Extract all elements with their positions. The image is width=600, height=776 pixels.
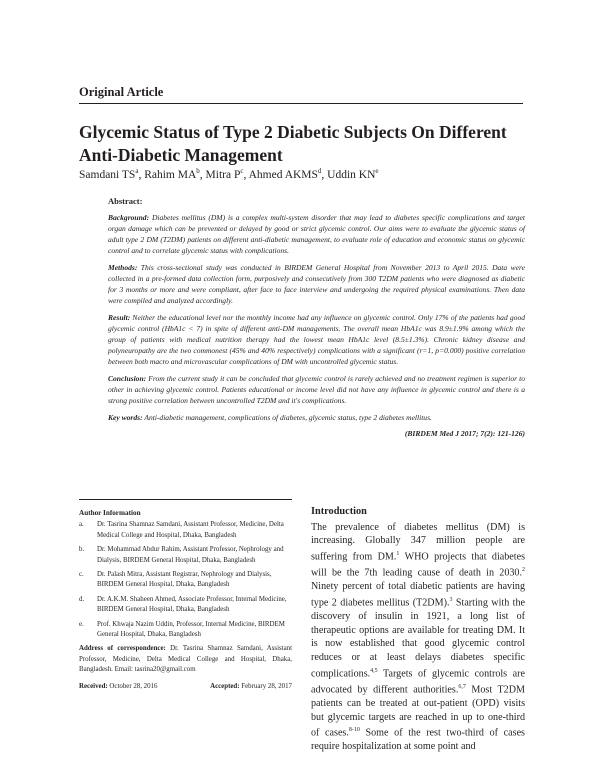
affiliation-item (79, 570, 292, 591)
author-info-heading: Author Information (79, 509, 141, 517)
affiliation-text: Dr. Palash Mitra, Assistant Registrar, Nephrology and Dialysis, BIRDEM General Hospital, Dhaka, Bangladesh (97, 571, 272, 589)
intro-sentence: The prevalence of diabetes mellitus (DM) is increasing. Globally 347 million people are suffering from DM. (311, 521, 525, 563)
reference-mark: 8-10 (348, 727, 360, 734)
affiliation-letter: c. (79, 571, 84, 579)
affiliation-text: Dr. Mohammad Abdur Rahim, Assistant Professor, Nephrology and Dialysis, BIRDEM General Hospital, Dhaka, Bangladesh (97, 546, 284, 564)
correspondence-text: Dr. Tasrina Shamnaz Samdani, Assistant Professor, Medicine, Delta Medical College and Hospital, Dhaka, Bangladesh. Email: tasrina20@gmail.com (79, 645, 292, 674)
author-separator: , (138, 168, 145, 181)
reference-mark: 4,5 (370, 667, 378, 674)
affiliation-item (79, 595, 292, 616)
abstract-conclusion-label: Conclusion: (108, 373, 147, 383)
author-name: Uddin KN (327, 168, 376, 181)
author-name: Samdani TS (79, 168, 136, 181)
introduction-paragraph (311, 521, 525, 754)
author-separator: , (321, 168, 328, 181)
affiliation-letter: b. (79, 546, 85, 554)
author-name: Ahmed AKMS (248, 168, 318, 181)
article-title (79, 121, 529, 167)
accepted-date (210, 682, 292, 692)
abstract-keywords-label: Key words: (108, 412, 143, 422)
abstract-background-text: Diabetes mellitus (DM) is a complex multi-system disorder that may lead to diabetes specific complications and target organ damage which can be prevented or delayed by good or strict glycemic control. Our aims were to evaluate the glycemic status of adult type 2 DM (T2DM) patients on different anti-diabetic management, to evaluate role of education and economic status on glycemic control and to correlate glycemic status with complications. (108, 213, 525, 256)
author-affiliation-mark: c (240, 167, 244, 175)
author-separator: , (243, 168, 249, 181)
title-line-2: Anti-Diabetic Management (79, 145, 283, 165)
abstract-keywords (108, 412, 525, 423)
journal-citation: (BIRDEM Med J 2017; 7(2): 121-126) (404, 429, 525, 439)
abstract-result-text: Neither the educational level nor the monthly income had any influence on glycemic control. Only 17% of the patients had good glycemic control (HbA1c < 7) in spite of different anti-DM managements. The overall mean HbA1c was 8.9±1.9% among which the group of patients with medical nutrition therapy had the lowest mean HbA1c level (8.5±1.3%). Chronic kidney disease and polyneuropathy are the two commonest (45% and 40% respectively) complications with a significant (r=1, p=0.000) positive correlation between both macro and microvascular complications of DM with uncontrolled glycemic status. (108, 312, 525, 367)
intro-sentence: Some of the rest two-third of cases require hospitalization at some point and (311, 727, 525, 753)
correspondence-label: Address of correspondence: (79, 645, 166, 653)
article-type-label: Original Article (79, 85, 164, 99)
abstract-background-label: Background: (108, 213, 150, 223)
abstract-heading: Abstract: (108, 196, 143, 206)
author-affiliation-mark: a (135, 167, 139, 175)
author-separator: , (199, 168, 206, 181)
affiliation-item (79, 620, 292, 641)
affiliation-text: Prof. Khwaja Nazim Uddin, Professor, Internal Medicine, BIRDEM General Hospital, Dhaka, Bangladesh (97, 620, 285, 639)
author-list (79, 167, 529, 181)
intro-sentence: WHO projects that diabetes will be the 7th leading cause of death in 2030. (311, 551, 525, 579)
abstract-result (108, 312, 525, 367)
author-affiliation-mark: e (375, 167, 379, 175)
accepted-value: February 28, 2017 (239, 682, 292, 690)
abstract-background (108, 212, 525, 256)
abstract-methods (108, 262, 525, 306)
intro-sentence: Starting with the discovery of insulin in 1921, a long list of therapeutic options are available for treating DM. It is now established that good glycemic control reduces or at least delays diabetes specific complications. (311, 597, 525, 680)
received-label: Received: (79, 682, 108, 690)
header-divider (79, 103, 523, 104)
received-value: October 28, 2016 (107, 682, 158, 690)
reference-mark: 1 (396, 551, 400, 558)
intro-sentence: Targets of glycemic controls are advocated by different authorities. (311, 668, 525, 696)
affiliation-item (79, 520, 292, 541)
author-name: Rahim MA (144, 168, 197, 181)
abstract-block (108, 196, 525, 439)
abstract-methods-text: This cross-sectional study was conducted in BIRDEM General Hospital from November 2013 to April 2015. Data were collected in a pre-formed data collection form, purposively and consecutively from 300 T2DM patients who were diagnosed as diabetic for 3 months or more and were compliant, after face to face interview and undergoing the required physical examinations. Then data were compiled and analyzed accordingly. (108, 262, 525, 306)
correspondence-address (79, 644, 292, 675)
reference-mark: 2 (522, 567, 525, 574)
title-line-1: Glycemic Status of Type 2 Diabetic Subjects On Different (79, 122, 507, 142)
affiliation-text: Dr. A.K.M. Shaheen Ahmed, Associate Professor, Internal Medicine, BIRDEM General Hospital, Dhaka, Bangladesh (97, 595, 287, 614)
accepted-label: Accepted: (210, 682, 240, 690)
author-info-divider (79, 499, 292, 500)
abstract-conclusion (108, 373, 525, 406)
introduction-section (311, 505, 525, 754)
abstract-keywords-text: Anti-diabetic management, complications of diabetes, glycemic status, type 2 diabetes mellitus. (142, 412, 432, 422)
affiliation-text: Dr. Tasrina Shamnaz Samdani, Assistant Professor, Medicine, Delta Medical College and Hospital, Dhaka, Bangladesh (97, 521, 284, 539)
reference-mark: 3 (449, 596, 453, 603)
author-name: Mitra P (205, 168, 241, 181)
author-affiliation-mark: b (196, 167, 200, 175)
intro-sentence: Most T2DM patients can be treated at out-patient (OPD) visits but glycemic targets are reached in up to one-third of cases. (311, 684, 525, 739)
introduction-heading: Introduction (311, 506, 367, 517)
author-affiliation-mark: d (317, 167, 322, 175)
affiliation-letter: a. (79, 521, 84, 529)
abstract-methods-label: Methods: (108, 262, 138, 272)
affiliation-letter: d. (79, 595, 85, 603)
abstract-conclusion-text: From the current study it can be concluded that glycemic control is rarely achieved and no treatment regimen is superior to other in achieving glycemic control. Patients educational or income level did not have any influence in glycemic control and there is a strong positive correlation between uncontrolled T2DM and it's complications. (108, 373, 525, 405)
author-information-block (79, 508, 292, 692)
article-dates (79, 682, 292, 692)
affiliation-letter: e. (79, 620, 84, 628)
reference-mark: 6,7 (458, 683, 466, 690)
received-date (79, 682, 157, 692)
intro-sentence: Ninety percent of total diabetic patients are having type 2 diabetes mellitus (T2DM). (311, 581, 525, 609)
affiliation-item (79, 545, 292, 566)
abstract-result-label: Result: (108, 312, 131, 322)
